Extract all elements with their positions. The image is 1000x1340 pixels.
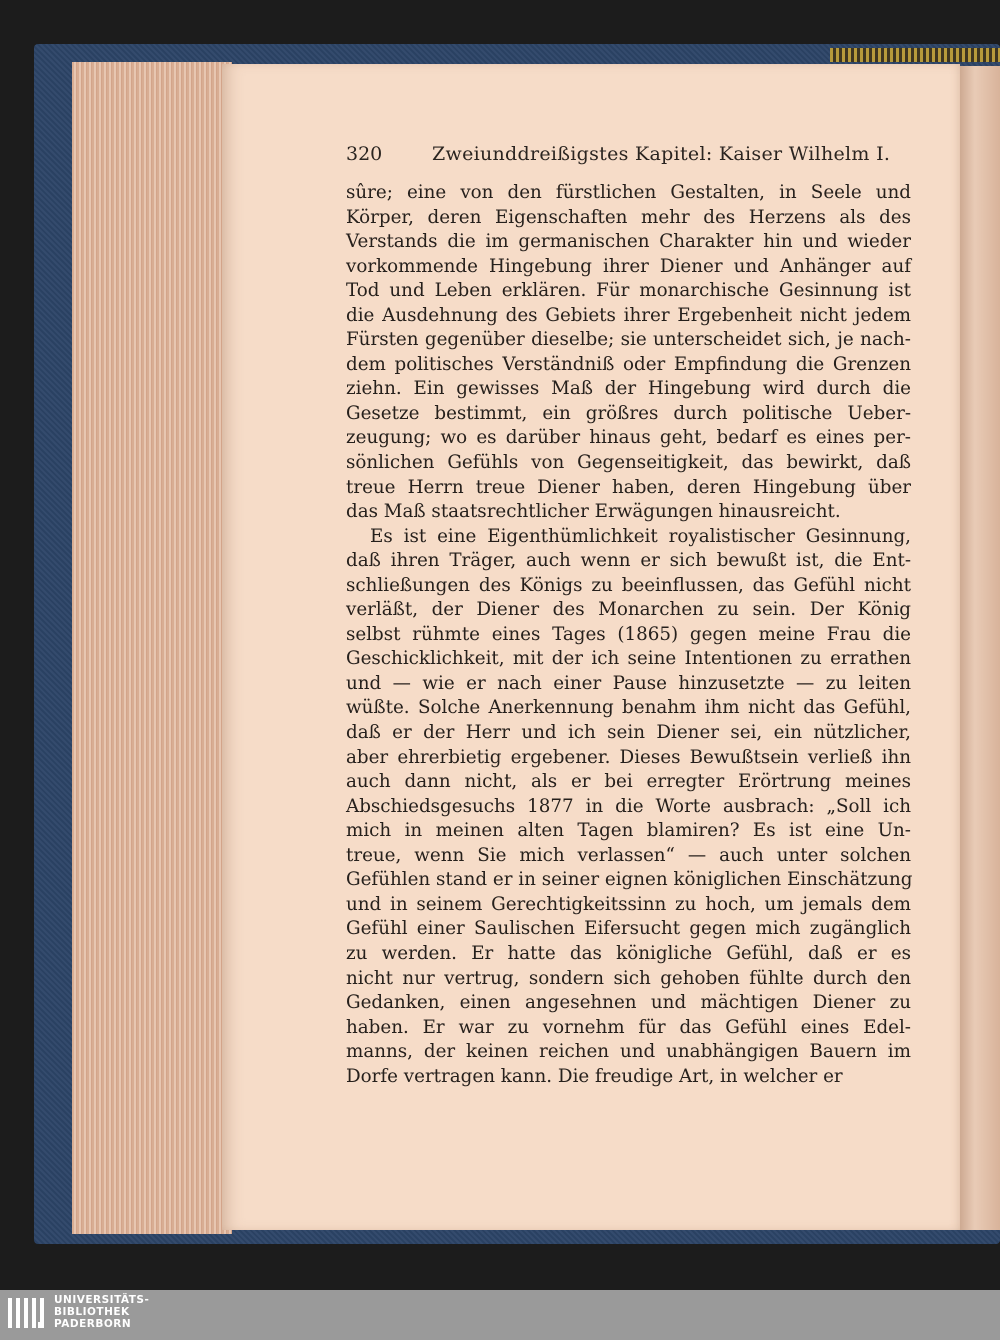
logo-dot xyxy=(38,1322,44,1328)
library-footer xyxy=(0,1290,1000,1340)
text-line: Es ist eine Eigenthümlichkeit royalistischer Gesinnung, xyxy=(370,525,911,547)
text-line: Gedanken, einen angesehnen und mächtigen Diener zu xyxy=(346,992,911,1014)
text-line: sönlichen Gefühls von Gegenseitigkeit, das bewirkt, daß xyxy=(346,452,911,474)
logo-line: BIBLIOTHEK xyxy=(54,1306,130,1318)
text-line: Gefühl einer Saulischen Eifersucht gegen mich zugänglich xyxy=(346,918,911,940)
text-line: und — wie er nach einer Pause hinzusetzte — zu leiten xyxy=(346,672,911,694)
text-line: schließungen des Königs zu beeinflussen, das Gefühl nicht xyxy=(346,574,911,596)
text-line: die Ausdehnung des Gebiets ihrer Ergebenheit nicht jedem xyxy=(346,304,911,326)
text-line: Körper, deren Eigenschaften mehr des Herzens als des xyxy=(346,206,911,228)
text-line: dem politisches Verständniß oder Empfindung die Grenzen xyxy=(346,353,911,375)
text-line: aber ehrerbietig ergebener. Dieses Bewußtsein verließ ihn xyxy=(346,746,911,768)
text-line: daß ihren Träger, auch wenn er sich bewußt ist, die Ent- xyxy=(346,550,911,572)
text-line: treue Herrn treue Diener haben, deren Hingebung über xyxy=(346,476,911,498)
text-line: Gefühlen stand er in seiner eignen königlichen Einschätzung xyxy=(346,869,913,891)
text-line: treue, wenn Sie mich verlassen“ — auch unter solchen xyxy=(346,844,911,866)
text-line: sûre; eine von den fürstlichen Gestalten, in Seele und xyxy=(346,182,911,203)
text-line: Abschiedsgesuchs 1877 in die Worte ausbrach: „Soll ich xyxy=(346,795,911,817)
text-line: ziehn. Ein gewisses Maß der Hingebung wird durch die xyxy=(346,378,911,400)
text-line: und in seinem Gerechtigkeitssinn zu hoch, um jemals dem xyxy=(346,893,911,915)
text-line: Tod und Leben erklären. Für monarchische Gesinnung ist xyxy=(346,280,911,302)
text-line: zu werden. Er hatte das königliche Gefühl, daß er es xyxy=(346,942,911,964)
text-line: Gesetze bestimmt, ein größres durch politische Ueber- xyxy=(346,402,911,424)
text-line: verläßt, der Diener des Monarchen zu sein. Der König xyxy=(346,599,911,621)
page-number: 320 xyxy=(346,143,383,165)
text-line: Geschicklichkeit, mit der ich seine Intentionen zu errathen xyxy=(346,648,911,670)
text-line: manns, der keinen reichen und unabhängigen Bauern im xyxy=(346,1041,911,1063)
text-line: selbst rühmte eines Tages (1865) gegen meine Frau die xyxy=(346,623,911,645)
cover-edge-trim xyxy=(830,48,1000,62)
text-line: haben. Er war zu vornehm für das Gefühl eines Edel- xyxy=(346,1016,911,1038)
text-line: wüßte. Solche Anerkennung benahm ihm nicht das Gefühl, xyxy=(346,697,911,719)
logo-line: PADERBORN xyxy=(54,1318,132,1330)
text-line: Verstands die im germanischen Charakter hin und wieder xyxy=(346,231,911,253)
text-line: mich in meinen alten Tagen blamiren? Es ist eine Un- xyxy=(346,820,911,842)
logo-line: UNIVERSITÄTS- xyxy=(54,1294,150,1306)
page-edges xyxy=(72,62,232,1234)
body-text xyxy=(346,181,911,1089)
facing-page-edge xyxy=(958,66,1000,1230)
text-line: daß er der Herr und ich sein Diener sei, ein nützlicher, xyxy=(346,722,911,744)
text-line: vorkommende Hingebung ihrer Diener und Anhänger auf xyxy=(346,255,911,277)
text-line: Dorfe vertragen kann. Die freudige Art, in welcher er xyxy=(346,1065,843,1087)
library-logo-text xyxy=(54,1294,149,1330)
running-head xyxy=(346,143,891,173)
text-line: zeugung; wo es darüber hinaus geht, bedarf es eines per- xyxy=(346,427,911,449)
text-line: auch dann nicht, als er bei erregter Erörtrung meines xyxy=(346,771,911,793)
text-line: nicht nur vertrug, sondern sich gehoben fühlte durch den xyxy=(346,967,911,989)
text-line: Fürsten gegenüber dieselbe; sie unterscheidet sich, je nach- xyxy=(346,329,911,351)
chapter-title: Zweiunddreißigstes Kapitel: Kaiser Wilhelm I. xyxy=(432,143,891,165)
text-line: das Maß staatsrechtlicher Erwägungen hinausreicht. xyxy=(346,501,841,523)
